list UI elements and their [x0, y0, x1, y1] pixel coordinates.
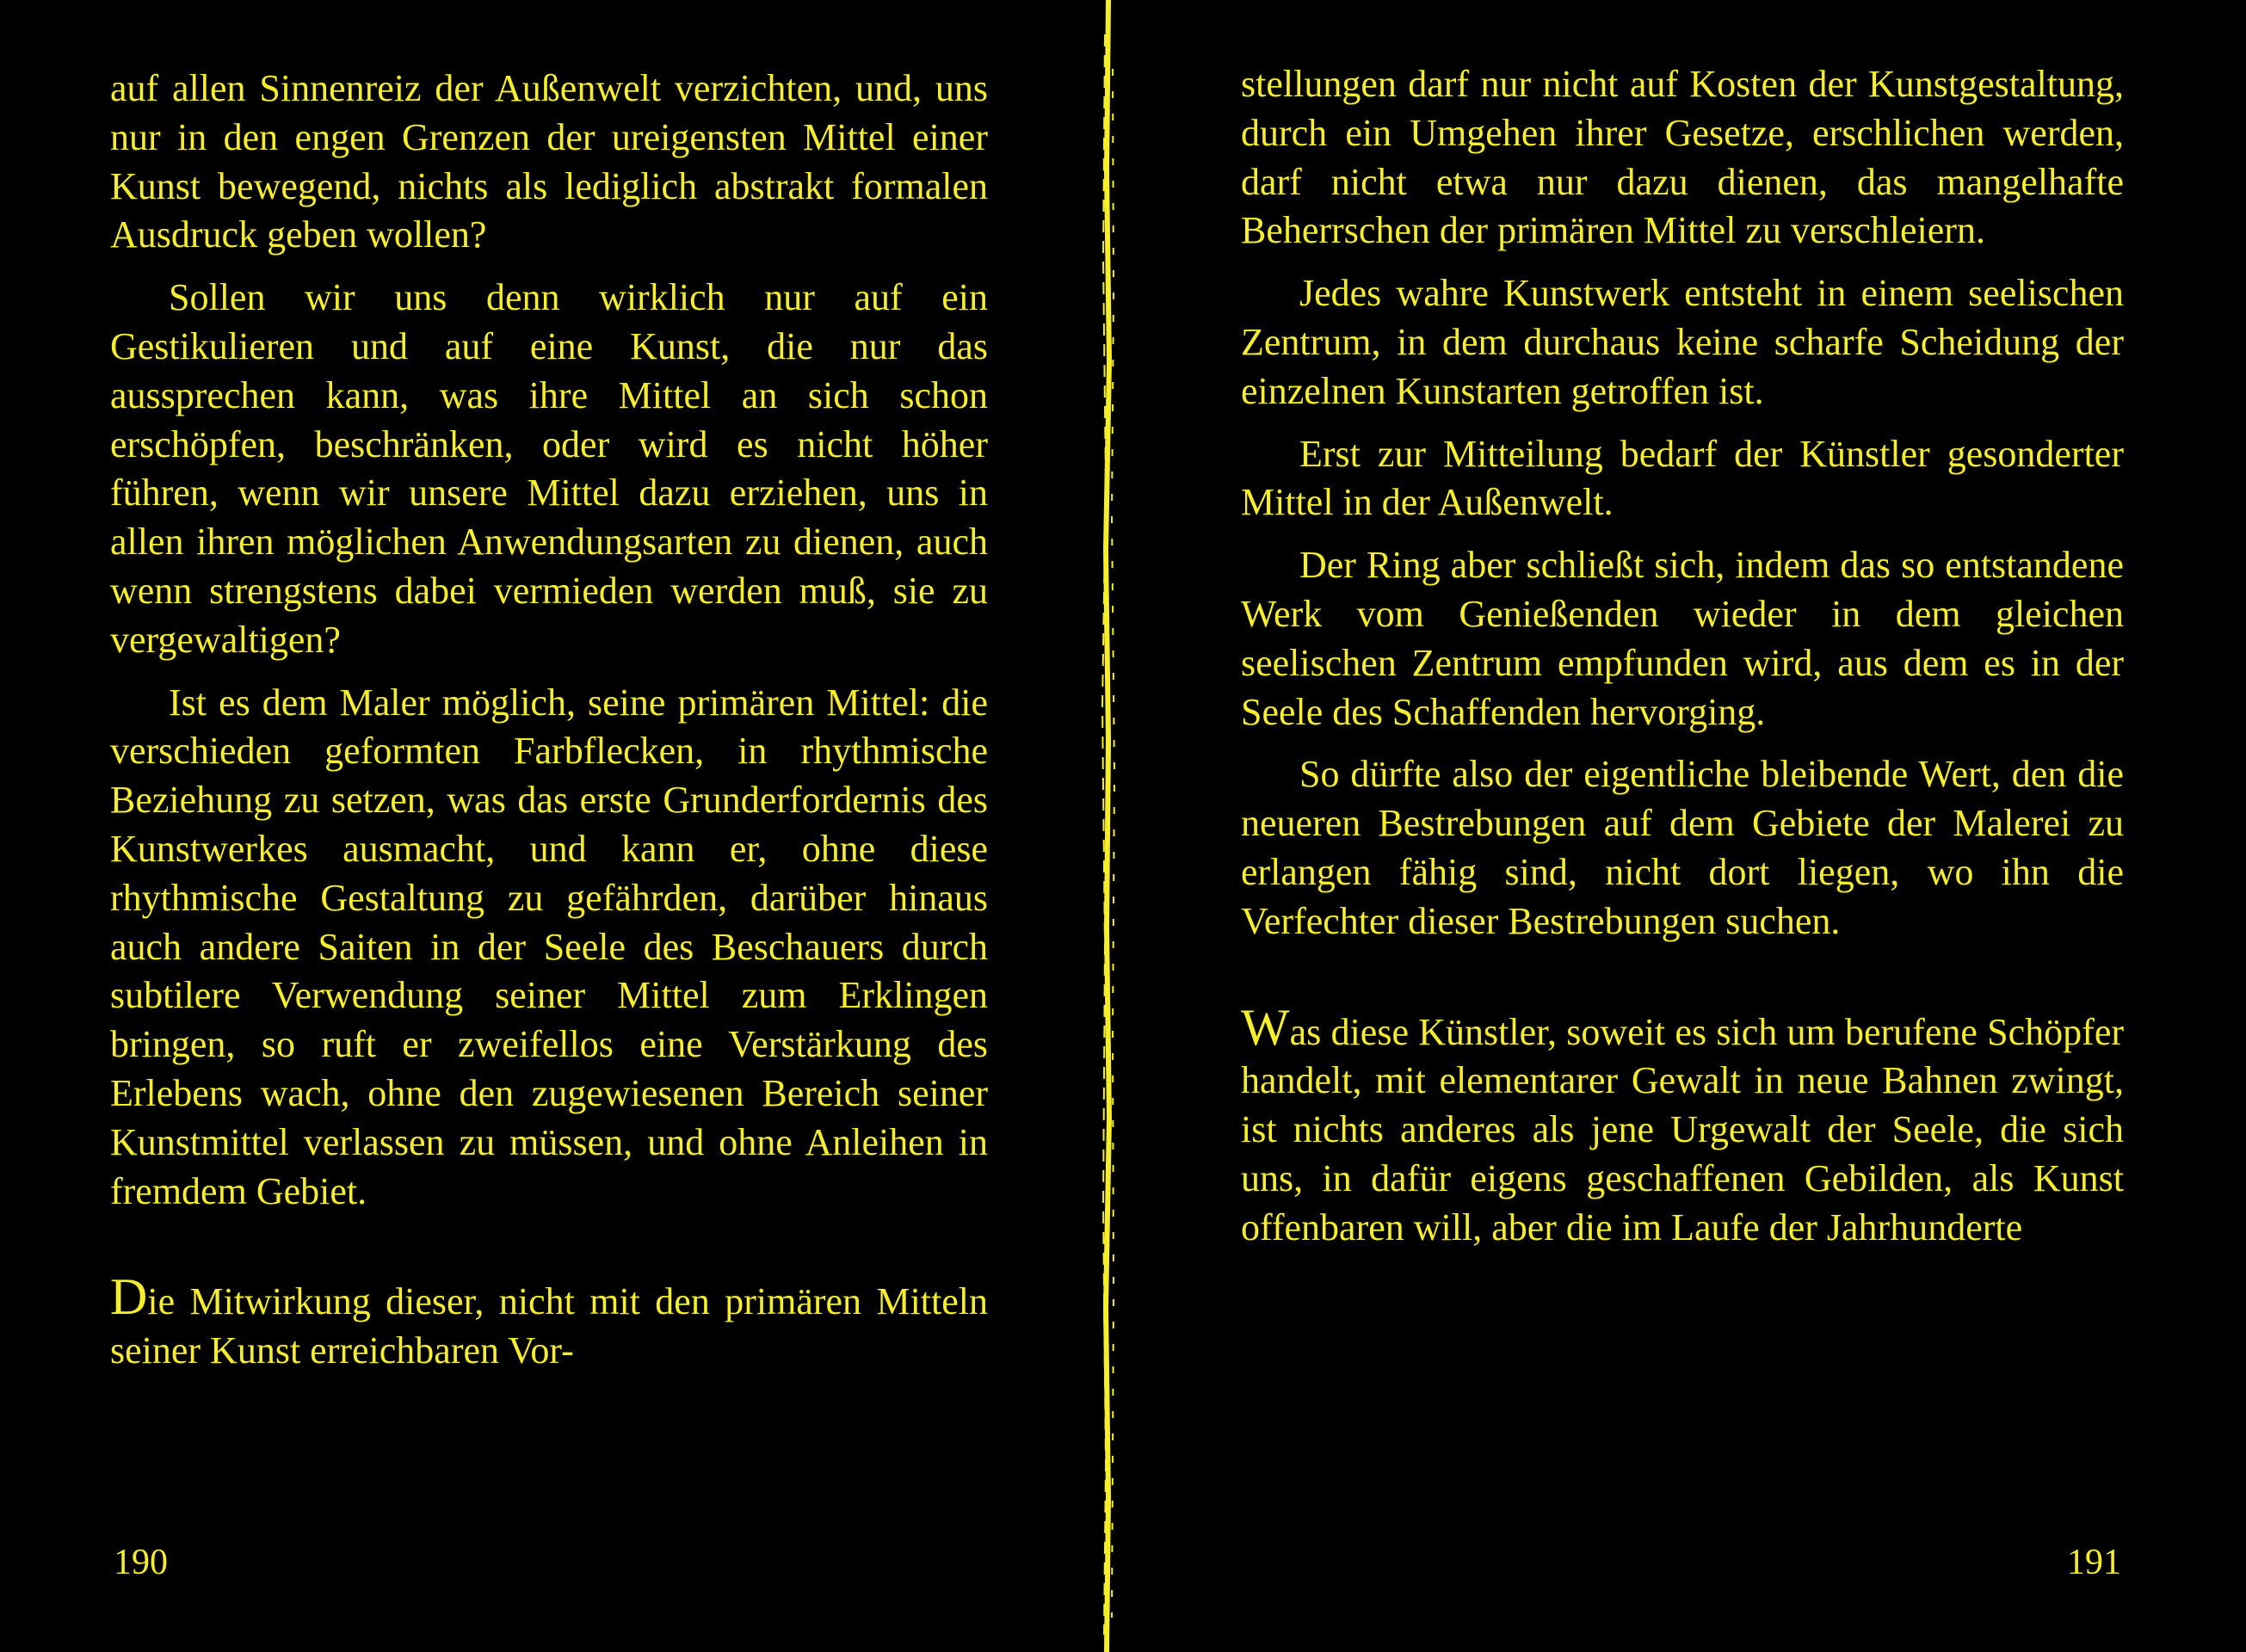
right-page-text — [1241, 60, 2124, 1267]
right-paragraph-1: Jedes wahre Kunstwerk entsteht in einem seelischen Zentrum, in dem durchaus keine scharfe Scheidung der einzelnen Kunstarten getroffen ist. — [1241, 272, 2124, 412]
left-paragraph-2: Sollen wir uns denn wirklich nur auf ein Gestikulieren und auf eine Kunst, die nur das aussprechen kann, was ihre Mittel an sich schon erschöpfen, beschränken, oder wird es nicht höher führen, wenn wir unsere Mittel dazu erziehen, uns in allen ihren möglichen Anwendungsarten zu dienen, auch wenn strengstens dabei vermieden werden muß, sie zu vergewaltigen? — [110, 276, 988, 661]
right-paragraph-4: So dürfte also der eigentliche bleibende Wert, den die neueren Bestrebungen auf dem Gebiete der Malerei zu erlangen fähig sind, nicht dort liegen, wo ihn die Verfechter dieser Bestrebungen suchen. — [1241, 753, 2124, 942]
page-number-left: 190 — [114, 1543, 168, 1582]
left-section-initial: D — [110, 1268, 148, 1326]
left-section-paragraph — [110, 1268, 988, 1376]
right-section-text: as diese Künstler, soweit es sich um berufene Schöpfer handelt, mit elementarer Gewalt in neue Bahnen zwingt, ist nichts anderes als jene Urgewalt der Seele, die sich uns, in dafür eigens geschaffenen Gebilden, als Kunst offenbaren will, aber die im Laufe der Jahrhunderte — [1241, 1010, 2124, 1248]
right-section-paragraph — [1241, 998, 2124, 1253]
right-page — [1127, 0, 2246, 1652]
right-paragraph-2: Erst zur Mitteilung bedarf der Künstler gesonderter Mittel in der Außenwelt. — [1241, 432, 2124, 524]
left-page — [0, 0, 1093, 1652]
right-paragraph-3: Der Ring aber schließt sich, indem das so entstandene Werk vom Genießenden wieder in dem gleichen seelischen Zentrum empfunden wird, aus dem es in der Seele des Schaffenden hervorging. — [1241, 544, 2124, 733]
page-number-right: 191 — [2067, 1543, 2121, 1582]
right-paragraph-continuation: stellungen darf nur nicht auf Kosten der Kunstgestaltung, durch ein Umgehen ihrer Gesetze, erschlichen werden, darf nicht etwa nur dazu dienen, das mangelhafte Beherrschen der primären Mittel zu verschleiern. — [1241, 63, 2124, 252]
left-page-text — [110, 65, 988, 1390]
left-paragraph-1: auf allen Sinnenreiz der Außenwelt verzichten, und, uns nur in den engen Grenzen der ureigensten Mittel einer Kunst bewegend, nichts als lediglich abstrakt formalen Ausdruck geben wollen? — [110, 67, 988, 256]
left-section-text: ie Mitwirkung dieser, nicht mit den primären Mitteln seiner Kunst erreichbaren Vor- — [110, 1280, 988, 1372]
right-section-initial: W — [1241, 998, 1290, 1056]
book-gutter — [1089, 0, 1124, 1652]
left-paragraph-3: Ist es dem Maler möglich, seine primären Mittel: die verschieden geformten Farbflecken, in rhythmische Beziehung zu setzen, was das erste Grunderfordernis des Kunstwerkes ausmacht, und kann er, ohne diese rhythmische Gestaltung zu gefährden, darüber hinaus auch andere Saiten in der Seele des Beschauers durch subtilere Verwendung seiner Mittel zum Erklingen bringen, so ruft er zweifellos eine Verstärkung des Erlebens wach, ohne den zugewiesenen Bereich seiner Kunstmittel verlassen zu müssen, und ohne Anleihen in fremdem Gebiet. — [110, 681, 988, 1212]
